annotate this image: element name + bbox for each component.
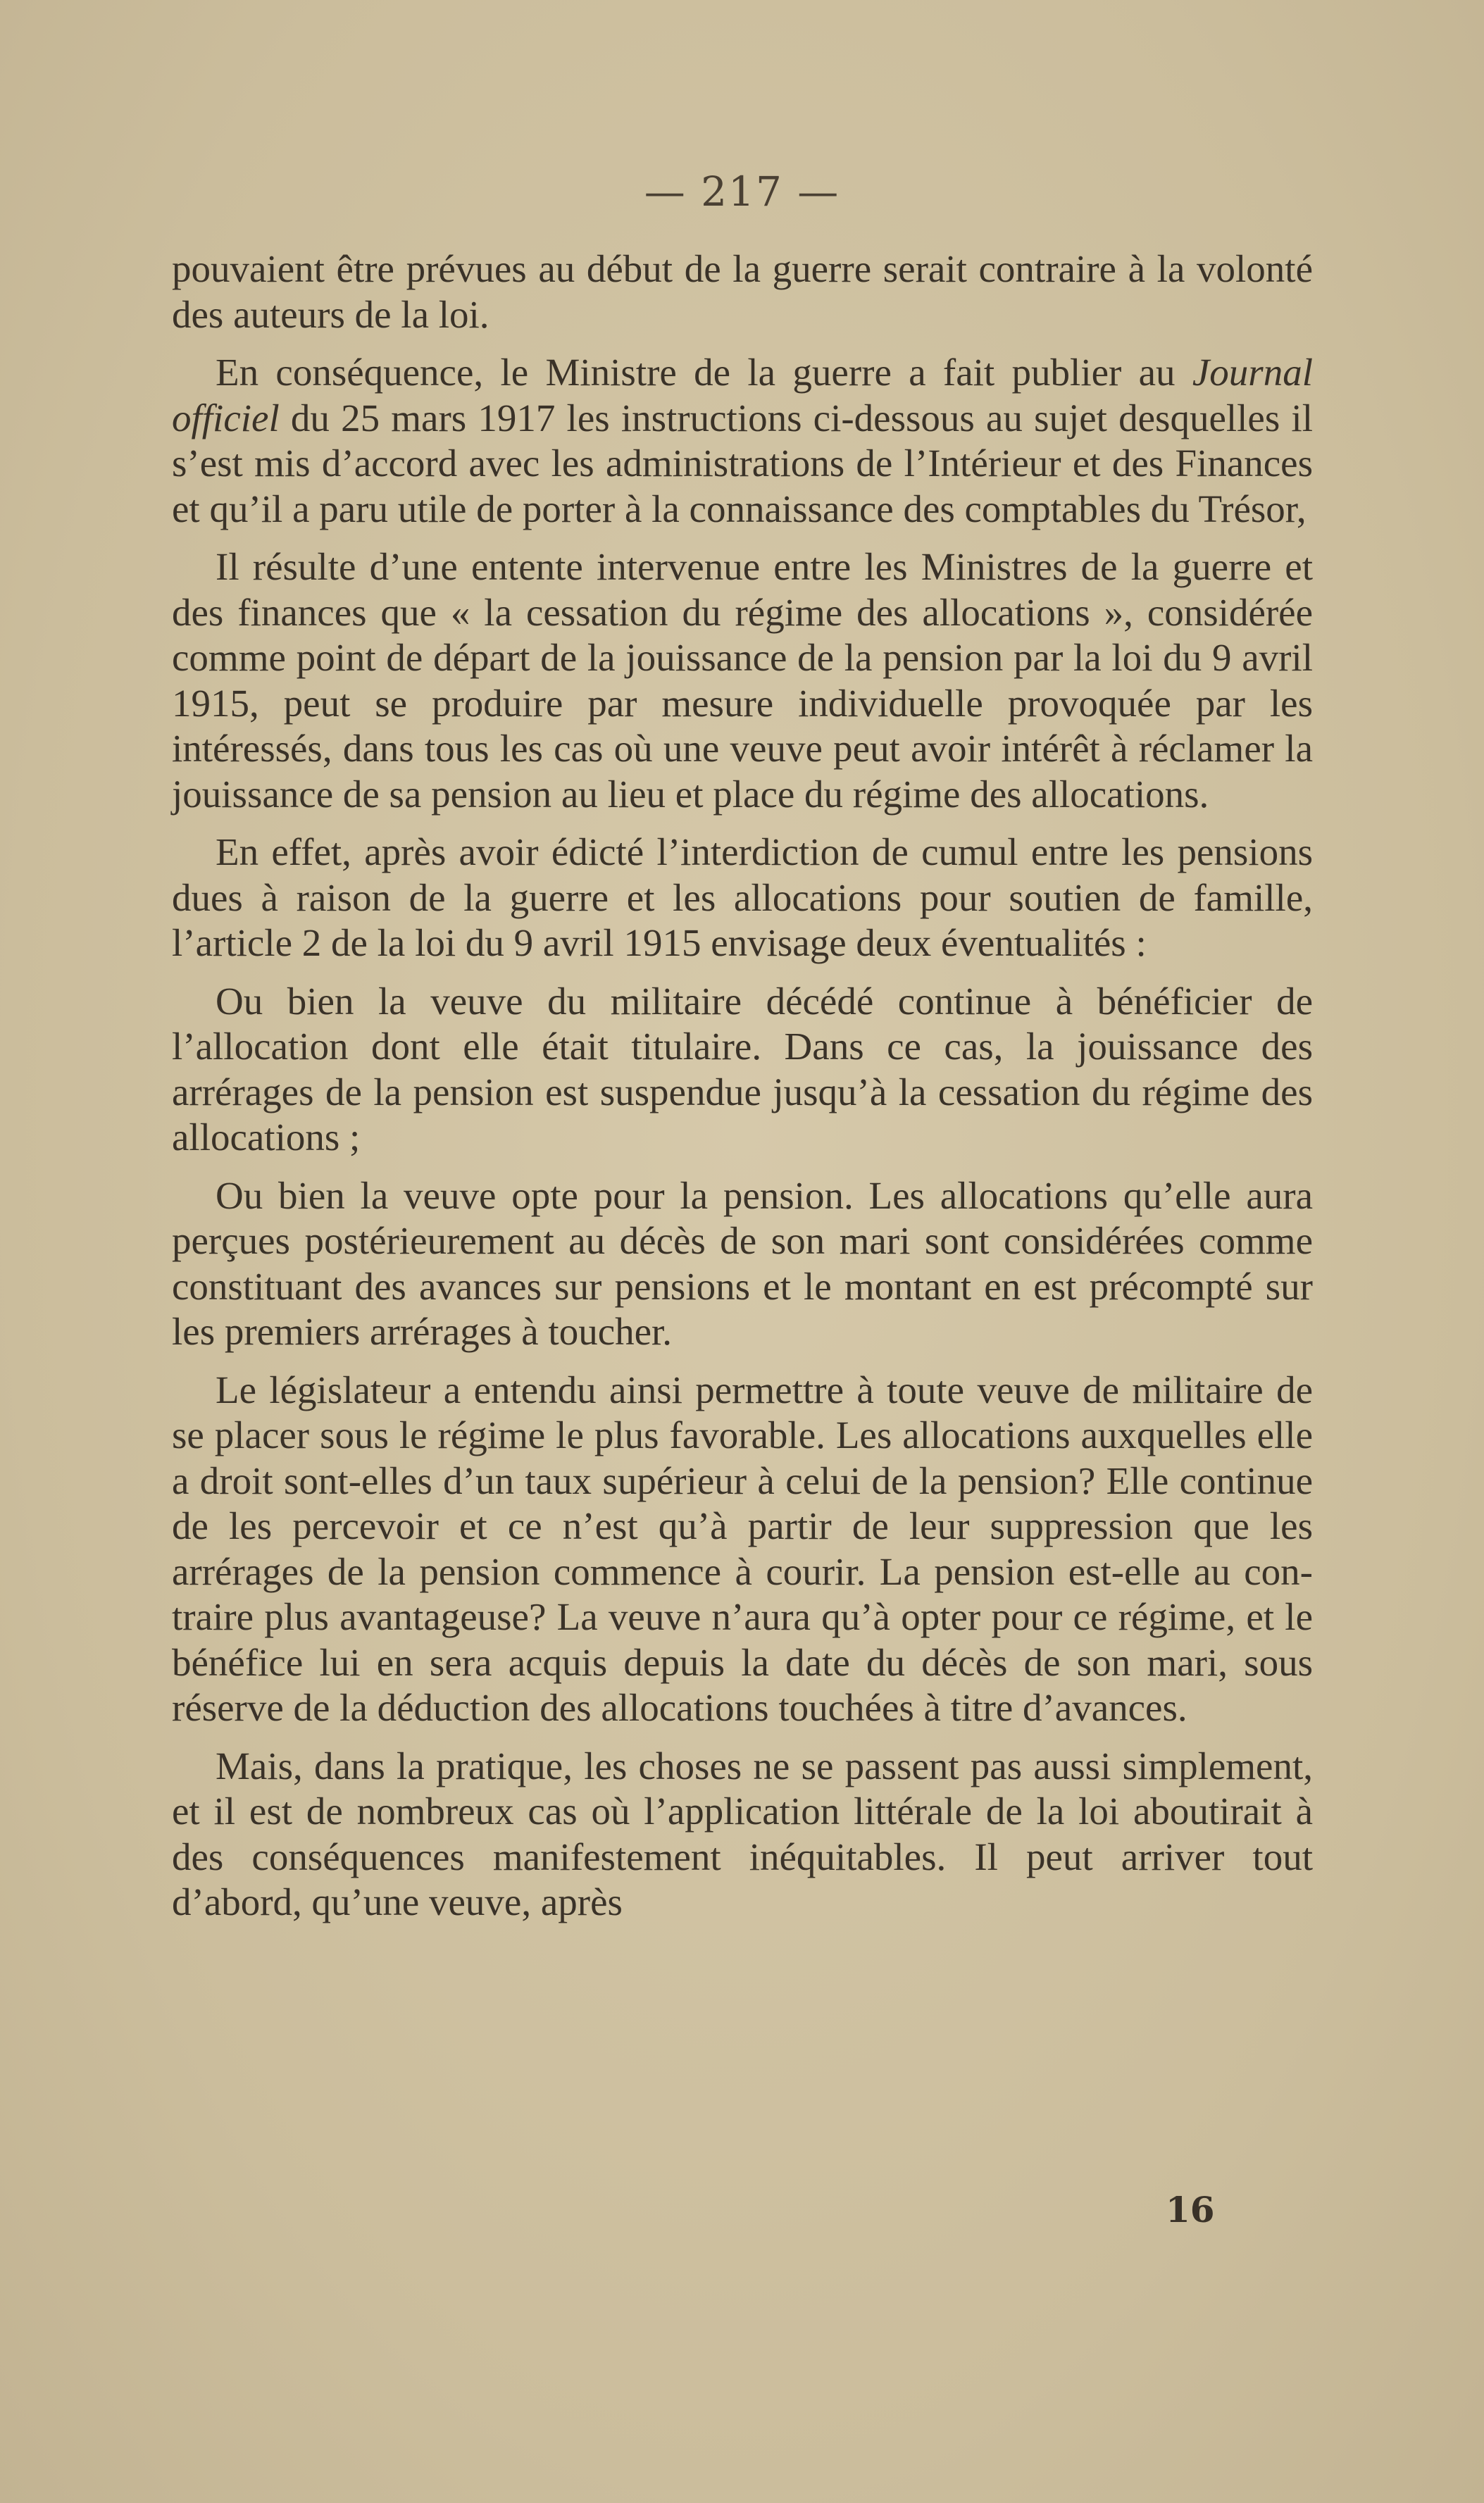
journal-officiel-title: Journal officiel [172,351,1313,439]
paragraph-8: Mais, dans la pratique, les choses ne se passent pas aussi simplement, et il est de nombreux cas où l’application littérale de la loi aboutirait à des conséquences manifestement inéquitables. Il peut arriver tout d’abord, qu’une veuve, après [172,1744,1313,1923]
paragraph-2 [172,350,1313,532]
printer-signature-mark: 16 [1166,2189,1215,2230]
paragraph-5: Ou bien la veuve du militaire décédé continue à bénéficier de l’allocation dont elle était titulaire. Dans ce cas, la jouissance des arrérages de la pension est suspendue jusqu’à la cessation du régime des allocations ; [172,979,1313,1159]
paragraph-6: Ou bien la veuve opte pour la pension. Les allocations qu’elle aura perçues postérieurement au décès de son mari sont considérées comme constituant des avances sur pensions et le montant en est précompté sur les premiers arrérages à toucher. [172,1173,1313,1353]
paragraph-4: En effet, après avoir édicté l’interdiction de cumul entre les pensions dues à raison de la guerre et les allocations pour soutien de famille, l’article 2 de la loi du 9 avril 1915 envisage deux éventualités : [172,830,1313,964]
page-number: — 217 — [644,168,840,216]
paragraph-3: Il résulte d’une entente intervenue entre les Ministres de la guerre et des finances que « la cessation du régime des allocations », considérée comme point de départ de la jouissance de la pension par la loi du 9 avril 1915, peut se produire par mesure individuelle provoquée par les intéressés, dans tous les cas où une veuve peut avoir intérêt à réclamer la jouissance de sa pension au lieu et place du régime des allocations. [172,545,1313,816]
body-text [172,246,1313,1938]
paragraph-2-text-before: En conséquence, le Ministre de la guerre a fait publier au [216,351,1192,394]
paragraph-1: pouvaient être prévues au début de la guerre serait contraire à la volonté des auteurs de la loi. [172,247,1313,336]
paragraph-7: Le législateur a entendu ainsi permettre à toute veuve de militaire de se placer sous le régime le plus favorable. Les allocations auxquelles elle a droit sont-elles d’un taux supérieur à celui de la pension? Elle continue de les percevoir et ce n’est qu’à partir de leur suppression que les arrérages de la pension commence à courir. La pension est-elle au contraire plus avantageuse? La veuve n’aura qu’à opter pour ce régime, et le bénéfice lui en sera acquis depuis la date du décès de son mari, sous réserve de la déduction des allocations touchées à titre d’avances. [172,1368,1313,1729]
paragraph-2-text-after: du 25 mars 1917 les instructions ci-dessous au sujet desquelles il s’est mis d’accord avec les administrations de l’Intérieur et des Finances et qu’il a paru utile de porter à la connaissance des comptables du Trésor, [172,396,1313,530]
